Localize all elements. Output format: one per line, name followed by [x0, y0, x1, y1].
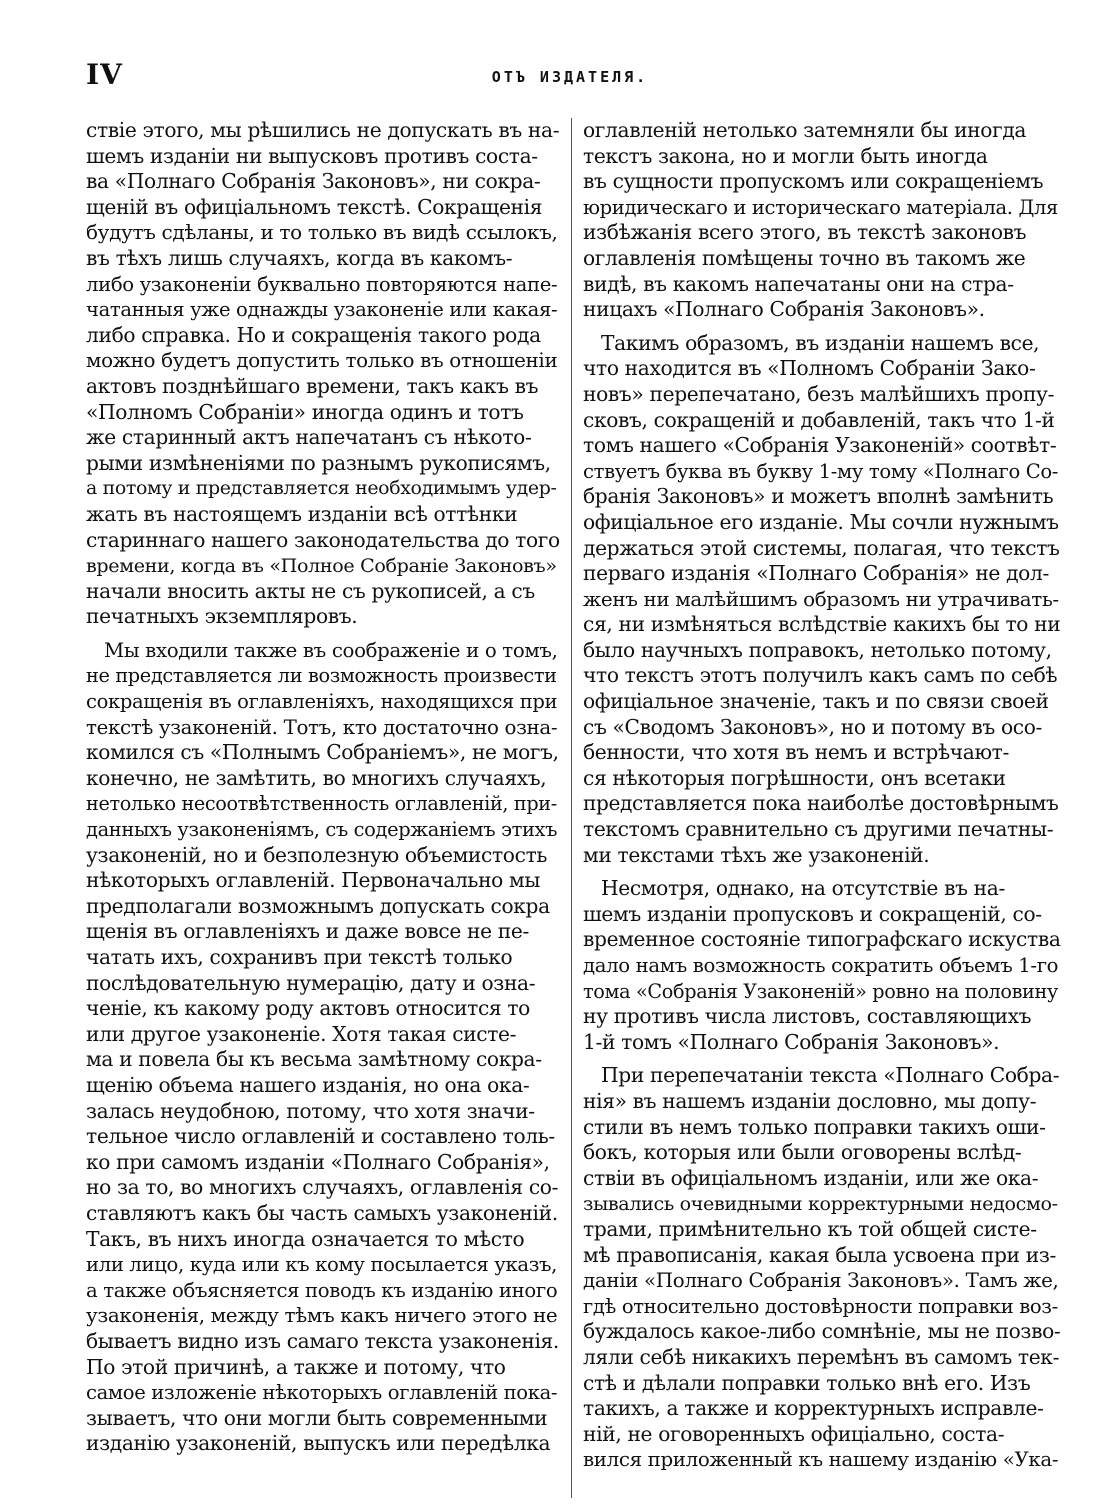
paragraph [583, 331, 1061, 868]
text-line: ствуетъ буква въ букву 1-му тому «Полнаго Со- [583, 459, 1059, 483]
text-line: ся, ни измѣняться вслѣдствіе какихъ бы то ни [583, 612, 1061, 637]
text-line: гдѣ относительно достовѣрности поправки воз- [583, 1294, 1058, 1318]
text-line: офиціальное его изданіе. Мы сочли нужнымъ [583, 509, 1059, 534]
text-line: ній, не оговоренныхъ офиціально, соста- [583, 1421, 1005, 1446]
text-line: ченіе, къ какому роду актовъ относится то [86, 996, 530, 1021]
text-line: либо справка. Но и сокращенія такого рода [86, 322, 541, 347]
text-line: временное состояніе типографскаго искуства [583, 927, 1061, 952]
text-line: бываетъ видно изъ самаго текста узаконенія. [86, 1328, 559, 1353]
text-line: было научныхъ поправокъ, нетолько потому, [583, 637, 1052, 662]
text-line: въ тѣхъ лишь случаяхъ, когда въ какомъ- [86, 245, 513, 270]
text-line: съ «Сводомъ Законовъ», но и потому въ осо- [583, 714, 1043, 739]
text-line: изданію узаконеній, выпускъ или передѣлка [86, 1431, 551, 1456]
text-line: По этой причинѣ, а также и потому, что [86, 1354, 506, 1379]
text-line: начали вносить акты не съ рукописей, а съ [86, 578, 535, 603]
text-line: Мы входили также въ соображеніе и о томъ, [104, 638, 558, 662]
right-column [583, 118, 1061, 1473]
text-line: жать въ настоящемъ изданіи всѣ оттѣнки [86, 501, 518, 526]
column-divider [571, 118, 572, 1498]
text-line: стѣ и дѣлали поправки только внѣ его. Изъ [583, 1370, 1031, 1395]
text-line: женъ ни малѣйшимъ образомъ ни утрачивать- [583, 587, 1059, 611]
text-line: будутъ сдѣланы, и то только въ видѣ ссылокъ, [86, 220, 558, 245]
text-line: конечно, не замѣтить, во многихъ случаяхъ, [86, 765, 547, 790]
text-line: либо узаконеніи буквально повторяются напе- [86, 272, 558, 296]
text-line: новъ» перепечатано, безъ малѣйшихъ пропу- [583, 381, 1055, 406]
text-line: что текстъ этотъ получилъ какъ самъ по себѣ [583, 663, 1058, 688]
text-line: Несмотря, однако, на отсутствіе въ на- [601, 876, 1005, 901]
text-line: избѣжанія всего этого, въ текстѣ законовъ [583, 220, 1027, 245]
text-line: зываетъ, что они могли быть современными [86, 1405, 548, 1430]
paragraph-gap [583, 323, 1061, 331]
page-header [80, 58, 1060, 94]
text-line: комился съ «Полнымъ Собраніемъ», не могъ, [86, 740, 559, 765]
text-line: что находится въ «Полномъ Собраніи Зако- [583, 356, 1036, 381]
text-line: ляли себѣ никакихъ перемѣнъ въ самомъ тек- [583, 1344, 1060, 1369]
text-line: дало намъ возможность сократить объемъ 1-го [583, 954, 1059, 977]
text-line: или другое узаконеніе. Хотя такая систе- [86, 1021, 517, 1046]
text-line: Такъ, въ нихъ иногда означается то мѣсто [86, 1226, 525, 1251]
text-line: актовъ позднѣйшаго времени, такъ какъ въ [86, 373, 539, 398]
paragraph-gap [583, 1055, 1061, 1063]
text-line: томъ нашего «Собранія Узаконеній» соотвѣт- [583, 433, 1057, 458]
text-line: трами, примѣнительно къ той общей систе- [583, 1216, 1037, 1241]
paragraph [86, 118, 560, 630]
text-line: текстомъ сравнительно съ другими печатны- [583, 817, 1054, 842]
running-title: ОТЪ ИЗДАТЕЛЯ. [491, 68, 649, 86]
text-line: шемъ изданіи пропусковъ и сокращеній, со- [583, 901, 1042, 926]
text-line: ствіи въ офиціальномъ изданіи, или же ока- [583, 1165, 1039, 1190]
text-line: ставляютъ какъ бы часть самыхъ узаконеній. [86, 1200, 558, 1225]
text-line: а потому и представляется необходимымъ удер- [86, 477, 557, 500]
text-line: узаконенія, между тѣмъ какъ ничего этого не [86, 1304, 558, 1328]
text-line: узаконеній, но и безполезную объемистость [86, 842, 548, 867]
text-line: же старинный актъ напечатанъ съ нѣкото- [86, 425, 532, 450]
text-line: печатныхъ экземпляровъ. [86, 604, 358, 629]
text-line: можно будетъ допустить только въ отношеніи [86, 349, 558, 373]
text-line: такихъ, а также и корректурныхъ исправле- [583, 1396, 1044, 1421]
text-line: тома «Собранія Узаконеній» ровно на половину [583, 979, 1058, 1003]
text-line: оглавленій нетолько затемняли бы иногда [583, 118, 1027, 142]
text-line: не представляется ли возможность произвести [86, 664, 557, 688]
text-line: щеній въ офиціальномъ текстѣ. Сокращенія [86, 194, 543, 219]
paragraph-gap [583, 868, 1061, 876]
text-line: держаться этой системы, полагая, что текстъ [583, 535, 1060, 560]
text-line: даніи «Полнаго Собранія Законовъ». Тамъ же, [583, 1269, 1059, 1293]
text-line: буждалось какое-либо сомнѣніе, мы не позво- [583, 1319, 1061, 1344]
text-line: предполагали возможнымъ допускать сокра [86, 893, 550, 918]
text-line: ницахъ «Полнаго Собранія Законовъ». [583, 297, 985, 322]
text-line: 1-й томъ «Полнаго Собранія Законовъ». [583, 1029, 1000, 1054]
paragraph [86, 638, 560, 1457]
text-line: самое изложеніе нѣкоторыхъ оглавленій пока- [86, 1381, 558, 1405]
text-line: текстъ закона, но и могли быть иногда [583, 143, 988, 168]
text-line: щенія въ оглавленіяхъ и даже вовсе не пе- [86, 919, 529, 944]
text-line: представляется пока наиболѣе достовѣрнымъ [583, 791, 1059, 816]
text-line: рыми измѣненіями по разнымъ рукописямъ, [86, 450, 551, 475]
text-line: видѣ, въ какомъ напечатаны они на стра- [583, 271, 1014, 296]
text-line: послѣдовательную нумерацію, дату и озна- [86, 970, 536, 995]
text-line: «Полномъ Собраніи» иногда одинъ и тотъ [86, 399, 524, 424]
paragraph-gap [86, 630, 560, 638]
text-line: сковъ, сокращеній и добавленій, такъ что 1-й [583, 407, 1055, 432]
text-line: вился приложенный къ нашему изданію «Ука- [583, 1448, 1059, 1472]
text-line: перваго изданія «Полнаго Собранія» не дол- [583, 561, 1049, 586]
text-line: ко при самомъ изданіи «Полнаго Собранія», [86, 1149, 550, 1174]
text-line: текстѣ узаконеній. Тотъ, кто достаточно озна- [86, 715, 558, 739]
left-column [86, 118, 560, 1457]
text-line: стариннаго нашего законодательства до того [86, 527, 560, 552]
text-line: офиціальное значеніе, такъ и по связи своей [583, 689, 1049, 714]
text-line: сокращенія въ оглавленіяхъ, находящихся при [86, 690, 558, 714]
page-number: IV [86, 58, 123, 91]
text-line: Такимъ образомъ, въ изданіи нашемъ все, [601, 330, 1040, 355]
text-line: оглавленія помѣщены точно въ такомъ же [583, 245, 1026, 270]
text-line: бенности, что хотя въ немъ и встрѣчают- [583, 740, 1009, 765]
text-line: но за то, во многихъ случаяхъ, оглавленія со- [86, 1175, 559, 1200]
text-line: ся нѣкоторыя погрѣшности, онъ всетаки [583, 765, 1006, 790]
text-line: щенію объема нашего изданія, но она ока- [86, 1072, 530, 1097]
text-line: залась неудобною, потому, что хотя значи- [86, 1098, 535, 1123]
text-line: шемъ изданіи ни выпусковъ противъ соста- [86, 143, 538, 168]
text-line: данныхъ узаконеніямъ, съ содержаніемъ этихъ [86, 818, 558, 842]
text-line: мѣ правописанія, какая была усвоена при из- [583, 1242, 1056, 1267]
text-line: бокъ, которыя или были оговорены вслѣд- [583, 1140, 1022, 1165]
text-line: тельное число оглавленій и составлено толь- [86, 1124, 555, 1149]
paragraph [583, 118, 1061, 323]
text-line: а также объясняется поводъ къ изданію иного [86, 1278, 558, 1302]
text-line: ми текстами тѣхъ же узаконеній. [583, 842, 930, 867]
text-line: нія» въ нашемъ изданіи дословно, мы допу- [583, 1088, 1037, 1113]
text-line: ствіе этого, мы рѣшились не допускать въ на- [86, 118, 560, 142]
text-line: нетолько несоотвѣтственность оглавленій, при- [86, 792, 557, 816]
text-line: стили въ немъ только поправки такихъ оши- [583, 1114, 1046, 1139]
text-line: ну противъ числа листовъ, составляющихъ [583, 1004, 1032, 1029]
paragraph [583, 876, 1061, 1055]
text-line: чатать ихъ, сохранивъ при текстѣ только [86, 945, 513, 969]
text-line: бранія Законовъ» и можетъ вполнѣ замѣнить [583, 484, 1054, 509]
text-line: ма и повела бы къ весьма замѣтному сокра- [86, 1047, 542, 1072]
text-line: или лицо, куда или къ кому посылается указъ, [86, 1253, 558, 1277]
text-line: зывались очевидными корректурными недосмо- [583, 1192, 1058, 1216]
text-line: юридическаго и историческаго матеріала. Для [583, 195, 1058, 219]
text-line: При перепечатаніи текста «Полнаго Собра- [601, 1063, 1060, 1088]
paragraph [583, 1063, 1061, 1473]
text-line: ва «Полнаго Собранія Законовъ», ни сокра- [86, 169, 541, 194]
text-line: нѣкоторыхъ оглавленій. Первоначально мы [86, 868, 541, 893]
text-line: въ сущности пропускомъ или сокращеніемъ [583, 169, 1044, 194]
text-line: чатанныя уже однажды узаконеніе или какая- [86, 298, 558, 322]
text-line: времени, когда въ «Полное Собраніе Законовъ» [86, 554, 557, 578]
